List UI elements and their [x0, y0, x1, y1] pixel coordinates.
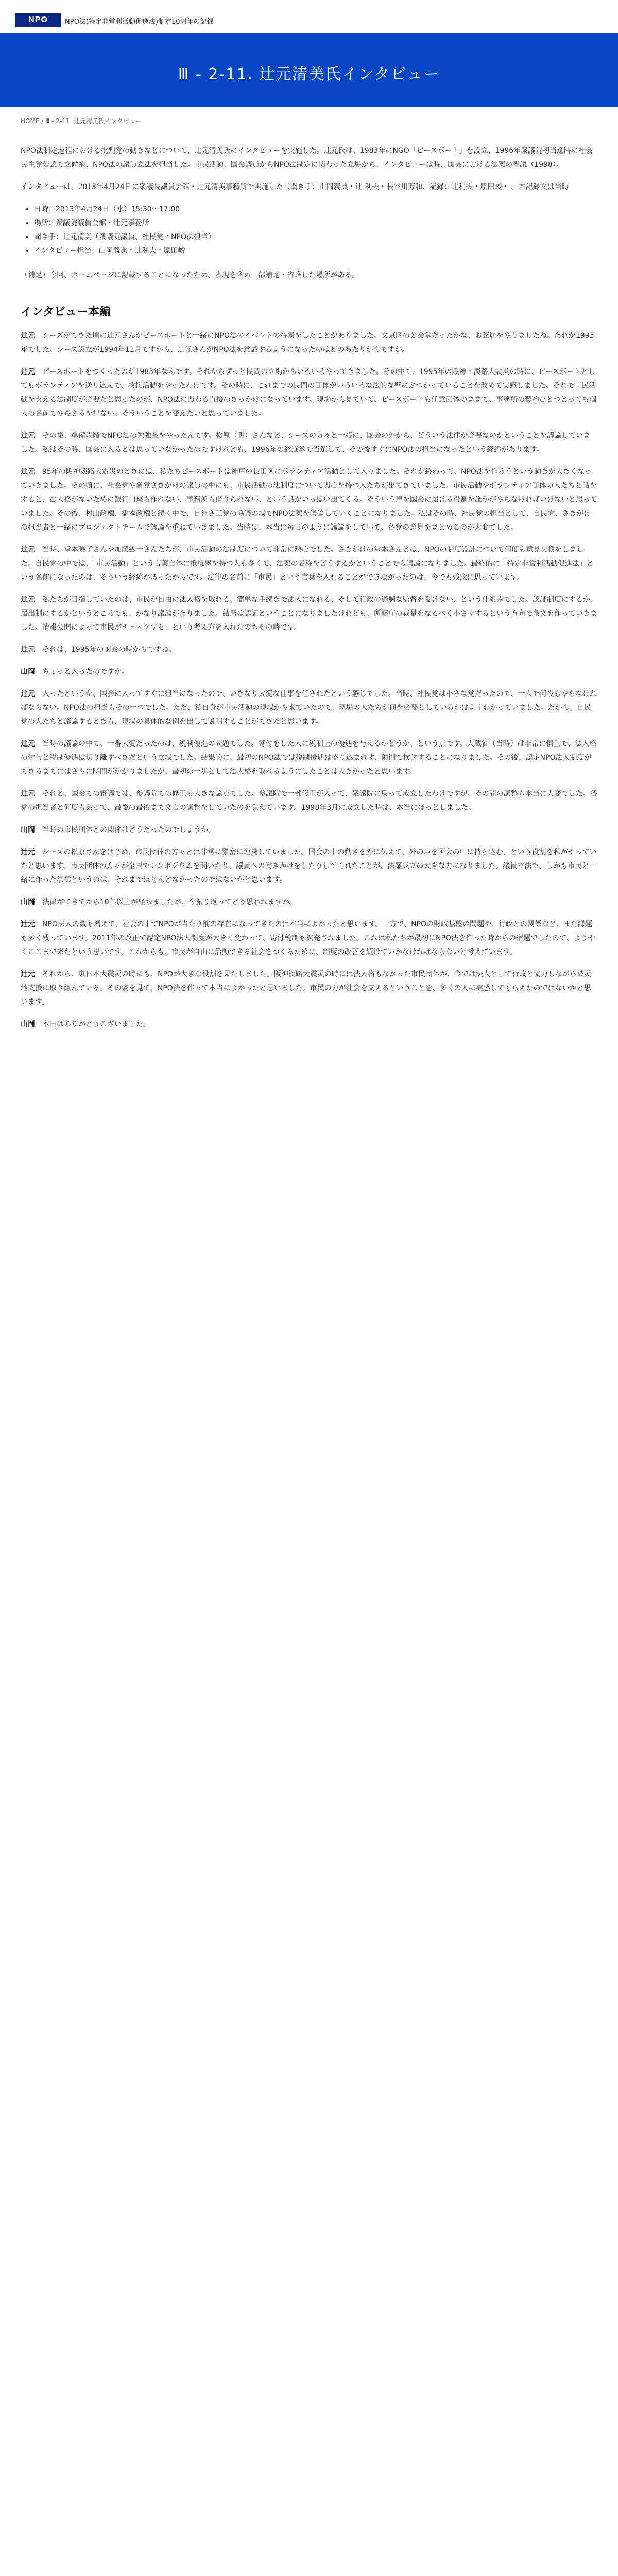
- page-title: Ⅲ - 2-11. 辻元清美氏インタビュー: [178, 65, 440, 83]
- article-body: [21, 144, 597, 1040]
- dialogue-text: それから、東日本大震災の時にも、NPOが大きな役割を果たしました。阪神淡路大震災の時には法人格もなかった市民団体が、今では法人として行政と協力しながら被災地支援に取り組んでいる。その姿を見て、NPO法を作って本当によかったと思いました。市民の力が社会を支えるということを、多くの人に実感してもらえたのではないかと思います。: [21, 970, 591, 1006]
- dialogue-text: 入ったというか、国会に入ってすぐに担当になったので、いきなり大変な仕事を任されたという感じでした。当時、社民党は小さな党だったので、一人で何役もやらなければならない。NPO法の担当もその一つでした。ただ、私自身が市民活動の現場から来ていたので、現場の人たちが何を必要としているかはよくわかっていました。だから、自民党の人たちと議論するときも、現場の具体的な例を出して説明することができたと思います。: [21, 690, 597, 726]
- breadcrumb: [21, 116, 142, 125]
- dialogue-turn: [21, 329, 597, 357]
- intro-paragraph: インタビューは、2013年4月24日に衆議院議員会館・辻元清美事務所で実施した（聞き手：山岡義典・辻 利夫・長谷川芳和、記録：辻利夫・原田峻・ 。本記録文は当時: [21, 183, 569, 191]
- intro-note: （補足）今回、ホームページに記載することになったため、表現を含め一部補足・省略した場所がある。: [21, 271, 359, 279]
- site-header: [0, 0, 618, 33]
- dialogue-turn: [21, 737, 597, 779]
- dialogue-turn: [21, 465, 597, 535]
- interview-dialogue: [21, 329, 597, 1031]
- dialogue-text: 当時、堂本暁子さんや加藤紘一さんたちが、市民活動の法制度について非常に熱心でした。さきがけの堂本さんとは、NPOの制度設計について何度も意見交換をしました。自民党の中では、「市民活動」という言葉自体に抵抗感を持つ人も多くて、法案の名称をどうするかということでも議論になりました。最終的に「特定非営利活動促進法」という名前になったのは、そういう経緯があったからです。法律の名前に「市民」という言葉を入れることができなかったのは、今でも残念に思っています。: [21, 546, 594, 582]
- speaker-name: 辻元: [21, 546, 35, 554]
- dialogue-turn: [21, 365, 597, 421]
- section-heading: インタビュー本編: [21, 306, 111, 318]
- breadcrumb-home-link[interactable]: HOME: [21, 117, 40, 125]
- dialogue-turn: [21, 543, 597, 585]
- dialogue-text: それは、1995年の国会の時からですね。: [42, 646, 176, 654]
- dialogue-turn: [21, 643, 597, 657]
- dialogue-text: 当時の議論の中で、一番大変だったのは、税制優遇の問題でした。寄付をした人に税制上の優遇を与えるかどうか、という点です。大蔵省（当時）は非常に慎重で、法人格の付与と税制優遇は切り離すべきだという立場でした。結果的に、最初のNPO法では税制優遇は盛り込まれず、附則で検討することになりました。その後、認定NPO法人制度ができるまでにはさらに時間がかかりましたが、最初の一歩として法人格を取れるようにしたことは大きかったと思います。: [21, 740, 597, 776]
- dialogue-turn: [21, 823, 597, 837]
- site-title[interactable]: NPO法(特定非営利活動促進法)制定10周年の記録: [65, 18, 214, 26]
- intro-paragraph: NPO法制定過程における批判党の動きなどについて、辻元清美氏にインタビューを実施した。辻元氏は、1983年にNGO「ピースボート」を設立、1996年衆議院初当選時に社会民主党公認で立候補、NPO法の議員立法を担当した。市民活動、国会議員からNPO法制定に関わった立場から、インタビューは時、国会における法案の審議（1998）。: [21, 147, 593, 169]
- speaker-name: 山岡: [21, 898, 35, 906]
- breadcrumb-separator: /: [39, 117, 46, 125]
- dialogue-turn: [21, 895, 597, 909]
- speaker-name: 辻元: [21, 332, 35, 340]
- dialogue-turn: [21, 968, 597, 1009]
- detail-item: • インタビュー担当：山岡義典・辻利夫・原田峻: [34, 244, 597, 258]
- detail-item: • 聞き手：辻元清美（衆議院議員、社民党・NPO法担当）: [34, 230, 597, 244]
- dialogue-text: 95年の阪神淡路大震災のときには、私たちピースボートは神戸の長田区にボランティア活動として入りました。それが終わって、NPO法を作ろうという動きが大きくなっていきました。その頃に、社会党や新党さきがけの議員の中にも、市民活動の法制度について関心を持つ人たちが出てきていました。市民活動やボランティア団体の人たちと話をすると、法人格がないために銀行口座も作れない、事務所も借りられない、という話がいっぱい出てくる。そういう声を国会に届ける役割を誰かがやらなければいけないと思っていました。その後、村山政権、橋本政権と続く中で、自社さ三党の協議の場でNPO法案を議論していくことになりました。私はその時、社民党の担当として、自民党、さきがけの担当者と一緒にプロジェクトチームで議論を重ねていきました。当時は、本当に毎日のように議論をしていて、各党の意見をまとめるのが大変でした。: [21, 468, 597, 532]
- dialogue-text: その後、準備段階でNPO法の勉強会をやったんです。松原（明）さんなど、シーズの方々と一緒に、国会の外から、どういう法律が必要なのかということを議論していました。私はその時、国会に入るとは思っていなかったのですけれども、1996年の総選挙で当選して、その後すぐにNPO法の担当になったという経緯があります。: [21, 432, 591, 454]
- detail-item: • 日時：2013年4月24日（水）15:30〜17:00: [34, 202, 597, 216]
- speaker-name: 辻元: [21, 920, 35, 928]
- dialogue-turn: [21, 665, 597, 679]
- dialogue-turn: [21, 593, 597, 635]
- page-banner: [0, 33, 618, 107]
- dialogue-text: NPO法人の数も増えて、社会の中でNPOが当たり前の存在になってきたのは本当によかったと思います。一方で、NPOの財政基盤の問題や、行政との関係など、まだ課題も多く残っています。2011年の改正で認定NPO法人制度が大きく変わって、寄付税制も拡充されました。これは私たちが最初にNPO法を作った時からの宿題でしたので、ようやくここまで来たという思いです。これからも、市民が自由に活動できる社会をつくるために、制度の改善を続けていかなければならないと考えています。: [21, 920, 595, 956]
- speaker-name: 辻元: [21, 468, 35, 476]
- dialogue-text: シーズの松原さんをはじめ、市民団体の方々とは非常に緊密に連携していました。国会の中の動きを外に伝えて、外の声を国会の中に持ち込む、という役割を私がやっていたと思います。市民団体の方々が全国でシンポジウムを開いたり、議員への働きかけをしたりしてくれたことが、法案成立の大きな力になりました。議員立法で、しかも市民と一緒に作った法律というのは、それまでほとんどなかったのではないかと思います。: [21, 848, 597, 884]
- detail-item: • 場所：衆議院議員会館・辻元事務所: [34, 216, 597, 230]
- speaker-name: 辻元: [21, 848, 35, 856]
- speaker-name: 辻元: [21, 368, 35, 376]
- speaker-name: 山岡: [21, 826, 35, 834]
- speaker-name: 辻元: [21, 432, 35, 440]
- breadcrumb-current: Ⅲ - 2-11. 辻元清美氏インタビュー: [45, 117, 142, 125]
- speaker-name: 辻元: [21, 790, 35, 798]
- dialogue-turn: [21, 1018, 597, 1031]
- dialogue-turn: [21, 429, 597, 457]
- dialogue-text: 当時の市民団体との関係はどうだったのでしょうか。: [42, 826, 215, 834]
- interview-details-list: [21, 202, 597, 258]
- dialogue-turn: [21, 918, 597, 959]
- dialogue-turn: [21, 687, 597, 729]
- dialogue-text: ピースボートをつくったのが1983年なんです。それからずっと民間の立場からいろいろやってきました。その中で、1995年の阪神・淡路大震災の時に、ピースボートとしてもボランティアを送り込んで、救援活動をやったわけです。その時に、これまでの民間の団体がいろいろな法的な壁にぶつかっていることを改めて実感しました。それで市民活動を支える法制度が必要だと思ったのが、NPO法に関わる直接のきっかけになっています。現場から見ていて、ピースボートも任意団体のままで、事務所の契約ひとつとっても個人の名前でやらざるを得ない。そういうことを変えたいと思っていました。: [21, 368, 597, 418]
- dialogue-turn: [21, 845, 597, 887]
- dialogue-text: シーズができた頃に辻元さんがピースボートと一緒にNPO法のイベントの特集をしたことがありました。文京区の公会堂だったかな、お芝居をやりましたね。あれが1993年でした。シーズ設立が1994年11月ですから、辻元さんがNPO法を意識するようになったのはどのあたりからですか。: [21, 332, 594, 354]
- speaker-name: 辻元: [21, 740, 35, 748]
- site-logo[interactable]: NPO: [15, 13, 61, 27]
- dialogue-text: それと、国会での審議では、参議院での修正も大きな論点でした。参議院で一部修正が入って、衆議院に戻って成立したわけですが、その間の調整も本当に大変でした。各党の担当者と何度も会って、最後の最後まで文言の調整をしていたのを覚えています。1998年3月に成立した時は、本当にほっとしました。: [21, 790, 597, 812]
- dialogue-text: 本日はありがとうございました。: [42, 1020, 150, 1028]
- dialogue-text: 法律ができてから10年以上が経ちましたが、今振り返ってどう思われますか。: [42, 898, 297, 906]
- speaker-name: 辻元: [21, 690, 35, 698]
- speaker-name: 辻元: [21, 970, 35, 978]
- dialogue-turn: [21, 787, 597, 815]
- speaker-name: 山岡: [21, 668, 35, 676]
- dialogue-text: 私たちが目指していたのは、市民が自由に法人格を取れる、簡単な手続きで法人になれる、そして行政の過剰な監督を受けない、という仕組みでした。認証制度にするか、届出制にするかというところでも、かなり議論がありました。結局は認証ということになりましたけれども、所轄庁の裁量をなるべく小さくするという方向で条文を作っていきました。情報公開によって市民がチェックする、という考え方を入れたのもその時です。: [21, 596, 597, 632]
- speaker-name: 山岡: [21, 1020, 35, 1028]
- dialogue-text: ちょっと入ったのですか。: [42, 668, 129, 676]
- speaker-name: 辻元: [21, 646, 35, 654]
- speaker-name: 辻元: [21, 596, 35, 604]
